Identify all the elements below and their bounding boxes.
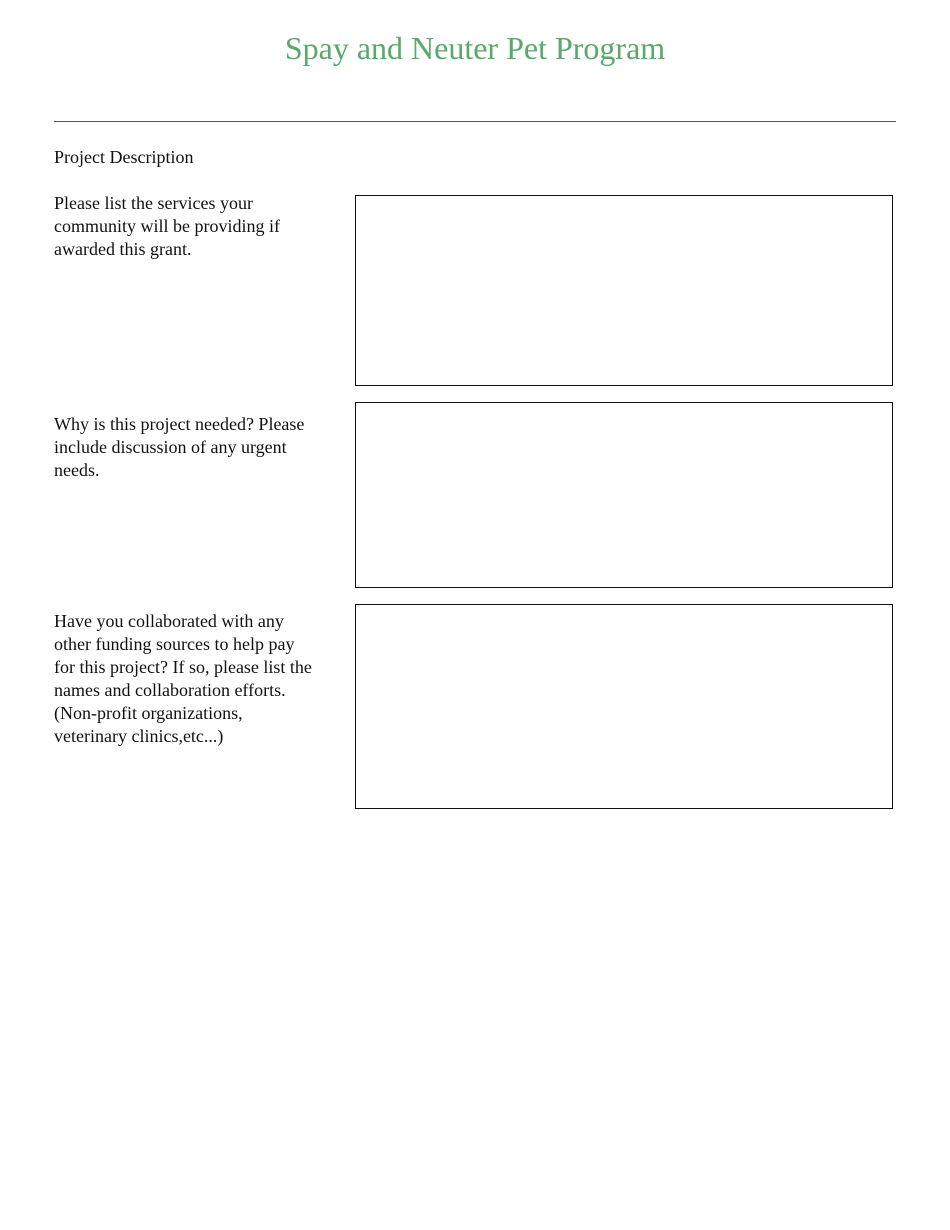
title-divider <box>54 121 896 122</box>
question-collaboration-label: Have you collaborated with any other funding sources to help pay for this project? If so, please list the names and collaboration efforts. (Non-profit organizations, veterinary clinics,etc...) <box>54 611 312 746</box>
page-title: Spay and Neuter Pet Program <box>284 30 666 66</box>
question-services-label: Please list the services your community will be providing if awarded this grant. <box>54 193 280 259</box>
question-need-label: Why is this project needed? Please include discussion of any urgent needs. <box>54 414 305 480</box>
services-answer-field[interactable] <box>355 195 893 386</box>
section-heading: Project Description <box>54 147 194 167</box>
need-answer-field[interactable] <box>355 402 893 588</box>
collaboration-answer-field[interactable] <box>355 604 893 809</box>
